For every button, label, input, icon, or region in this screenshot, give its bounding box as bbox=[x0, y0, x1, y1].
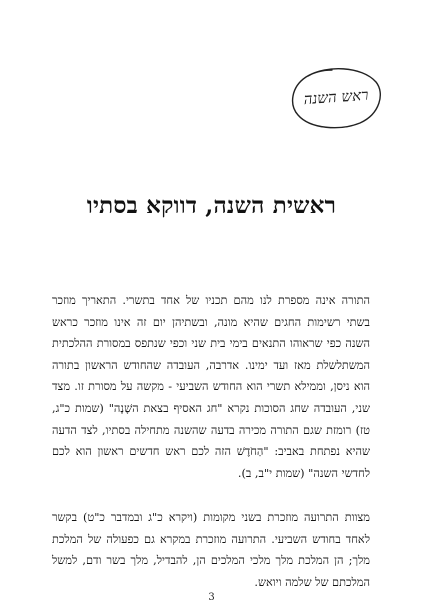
page-number: 3 bbox=[208, 592, 215, 603]
chapter-stamp bbox=[288, 62, 384, 132]
body-paragraph-1 bbox=[52, 290, 370, 484]
body-paragraph-2 bbox=[52, 507, 370, 593]
chapter-title: ראשית השנה, דווקא בסתיו bbox=[86, 192, 337, 219]
stamp-label: ראש השנה bbox=[302, 85, 369, 108]
paragraph-text: מצוות התרועה מוזכרת בשני מקומות (ויקרא כ"ג ובמדבר כ"ט) בקשר לאחד בחודש השביעי. התרועה מוזכרת במקרא גם כפעולה של המלכת מלך; הן המלכת מלך מלכי המלכים הן, להבדיל, מלך בשר ודם, למשל המלכתם של שלמה ויואש. bbox=[52, 511, 370, 589]
paragraph-text: התורה אינה מספרת לנו מהם תכניו של אחד בתשרי. התאריך מוזכר בשתי רשימות החגים שהיא מונה, ובשתיהן יום זה אינו מוזכר כראש השנה כפי שראוהו התנאים בימי בית שני וכפי שנתפס במסורת ההלכתית המשתלשלת מאז ועד ימינו. אדרבה, העובדה שהחודש הראשון בתורה הוא ניסן, וממילא תשרי הוא החודש השביעי - מקשה על מסורת זו. מצד שני, העובדה שחג הסוכות נקרא "חג האסיף בצאת השָׁנָה" (שמות כ"ג, טז) רומזת שגם התורה מכירה בדעה שהשנה מתחילה בסתיו, לצד הדעה שהיא נפתחת באביב: "הַחֹדֶשׁ הזה לכם ראש חדשים ראשון הוא לכם לחדשי השנה" (שמות י"ב, ב). bbox=[52, 294, 370, 480]
